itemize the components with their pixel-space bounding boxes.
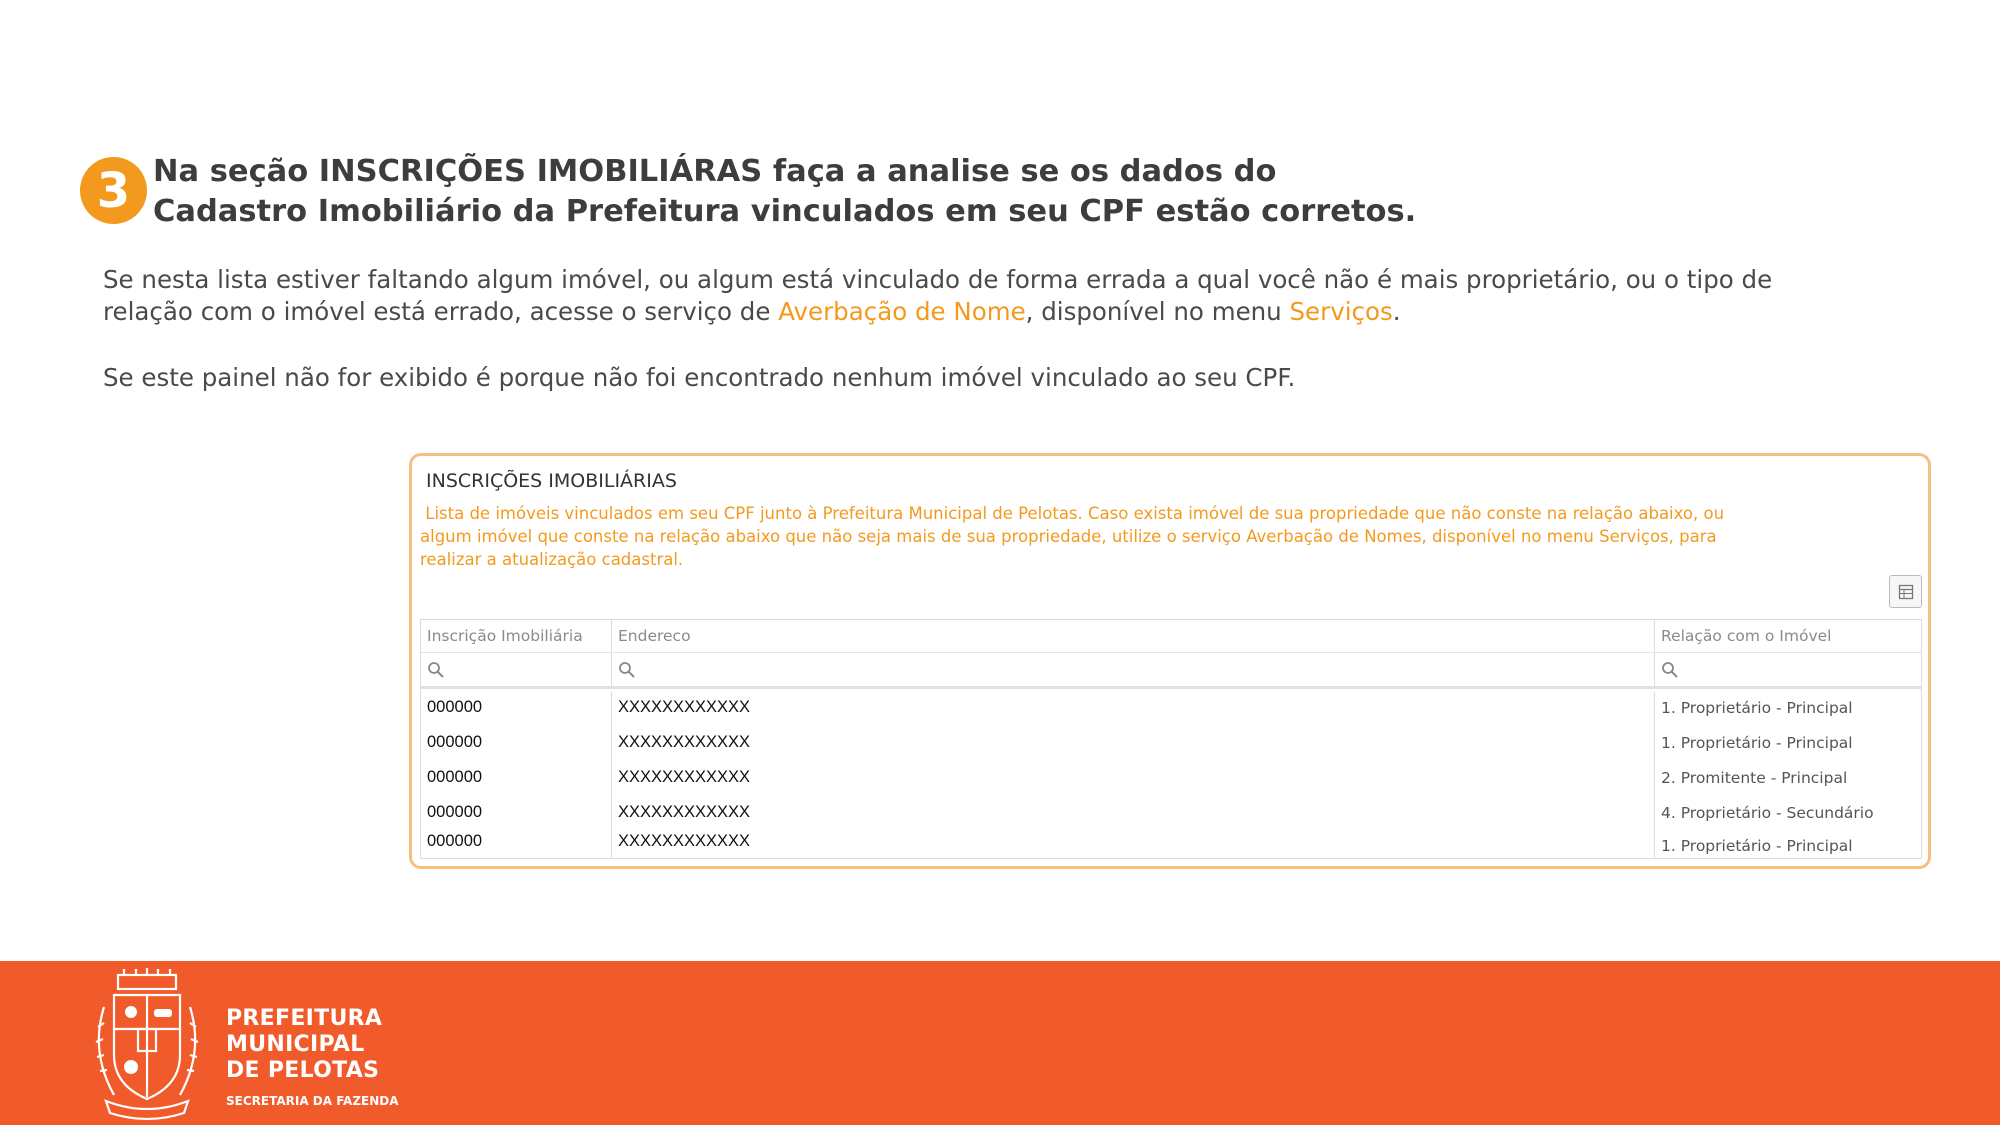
cell-endereco: XXXXXXXXXXXX <box>618 698 751 716</box>
instructions-line-1: Se nesta lista estiver faltando algum imóvel, ou algum está vinculado de forma errada a qual você não é mais proprietário, ou o tipo de <box>103 265 1773 294</box>
column-header-relacao[interactable]: Relação com o Imóvel <box>1661 627 1832 645</box>
cell-endereco: XXXXXXXXXXXX <box>618 803 751 821</box>
city-crest-logo <box>84 967 210 1122</box>
brand-line-3: DE PELOTAS <box>226 1058 380 1083</box>
cell-relacao: 4. Proprietário - Secundário <box>1661 804 1874 822</box>
filter-endereco[interactable] <box>612 653 1655 686</box>
inscricoes-imobiliarias-panel <box>409 453 1931 869</box>
brand-subtitle: SECRETARIA DA FAZENDA <box>226 1094 399 1108</box>
column-header-endereco[interactable]: Endereco <box>612 620 1655 652</box>
averbacao-de-nome-link[interactable]: Averbação de Nome <box>778 297 1026 326</box>
heading-line-1: Na seção INSCRIÇÕES IMOBILIÁRAS faça a analise se os dados do <box>153 154 1277 189</box>
panel-description-line-2: algum imóvel que conste na relação abaixo que não seja mais de sua propriedade, utilize o serviço Averbação de Nomes, disponível no menu Serviços, para <box>420 527 1717 546</box>
table-row[interactable] <box>421 698 1921 728</box>
page-heading <box>153 152 1953 232</box>
table-row[interactable] <box>421 768 1921 798</box>
search-icon <box>1661 661 1679 679</box>
prefeitura-brand <box>226 1006 399 1108</box>
no-panel-note: Se este painel não for exibido é porque não foi encontrado nenhum imóvel vinculado ao seu CPF. <box>103 363 1296 392</box>
cell-inscricao: 000000 <box>427 803 483 821</box>
heading-line-2: Cadastro Imobiliário da Prefeitura vinculados em seu CPF estão corretos. <box>153 194 1417 229</box>
panel-description-line-1: Lista de imóveis vinculados em seu CPF junto à Prefeitura Municipal de Pelotas. Caso exista imóvel de sua propriedade que não conste na relação abaixo, ou <box>420 504 1725 523</box>
instructions-paragraph <box>103 264 1953 328</box>
cell-inscricao: 000000 <box>427 832 483 850</box>
cell-inscricao: 000000 <box>427 698 483 716</box>
export-excel-icon <box>1898 584 1914 600</box>
table-row[interactable] <box>421 733 1921 763</box>
panel-title: INSCRIÇÕES IMOBILIÁRIAS <box>426 470 677 492</box>
panel-description <box>420 502 1920 571</box>
brand-line-2: MUNICIPAL <box>226 1032 365 1057</box>
cell-relacao: 1. Proprietário - Principal <box>1661 699 1853 717</box>
footer-banner <box>0 961 2000 1125</box>
grid-header-row <box>421 620 1921 653</box>
cell-endereco: XXXXXXXXXXXX <box>618 832 751 850</box>
filter-inscricao[interactable] <box>421 653 612 686</box>
instructions-line-2-suffix: . <box>1392 297 1401 326</box>
table-row[interactable] <box>421 832 1921 862</box>
grid-body <box>421 692 1921 858</box>
cell-relacao: 1. Proprietário - Principal <box>1661 734 1853 752</box>
filter-relacao[interactable] <box>1655 653 1921 686</box>
step-number-badge: 3 <box>80 157 147 224</box>
instructions-line-2-prefix: relação com o imóvel está errado, acesse o serviço de <box>103 297 779 326</box>
export-button[interactable] <box>1889 575 1922 608</box>
search-icon <box>618 661 636 679</box>
table-row[interactable] <box>421 803 1921 833</box>
brand-line-1: PREFEITURA <box>226 1006 383 1031</box>
cell-endereco: XXXXXXXXXXXX <box>618 768 751 786</box>
cell-inscricao: 000000 <box>427 733 483 751</box>
search-icon <box>427 661 445 679</box>
cell-inscricao: 000000 <box>427 768 483 786</box>
column-header-inscricao[interactable]: Inscrição Imobiliária <box>421 620 612 652</box>
panel-description-line-3: realizar a atualização cadastral. <box>420 550 684 569</box>
inscricoes-grid <box>420 619 1922 859</box>
grid-filter-row <box>421 653 1921 689</box>
cell-endereco: XXXXXXXXXXXX <box>618 733 751 751</box>
cell-relacao: 2. Promitente - Principal <box>1661 769 1848 787</box>
cell-relacao: 1. Proprietário - Principal <box>1661 837 1853 855</box>
instructions-line-2-middle: , disponível no menu <box>1025 297 1290 326</box>
instructions-line-2 <box>103 296 1953 328</box>
servicos-link[interactable]: Serviços <box>1289 297 1393 326</box>
